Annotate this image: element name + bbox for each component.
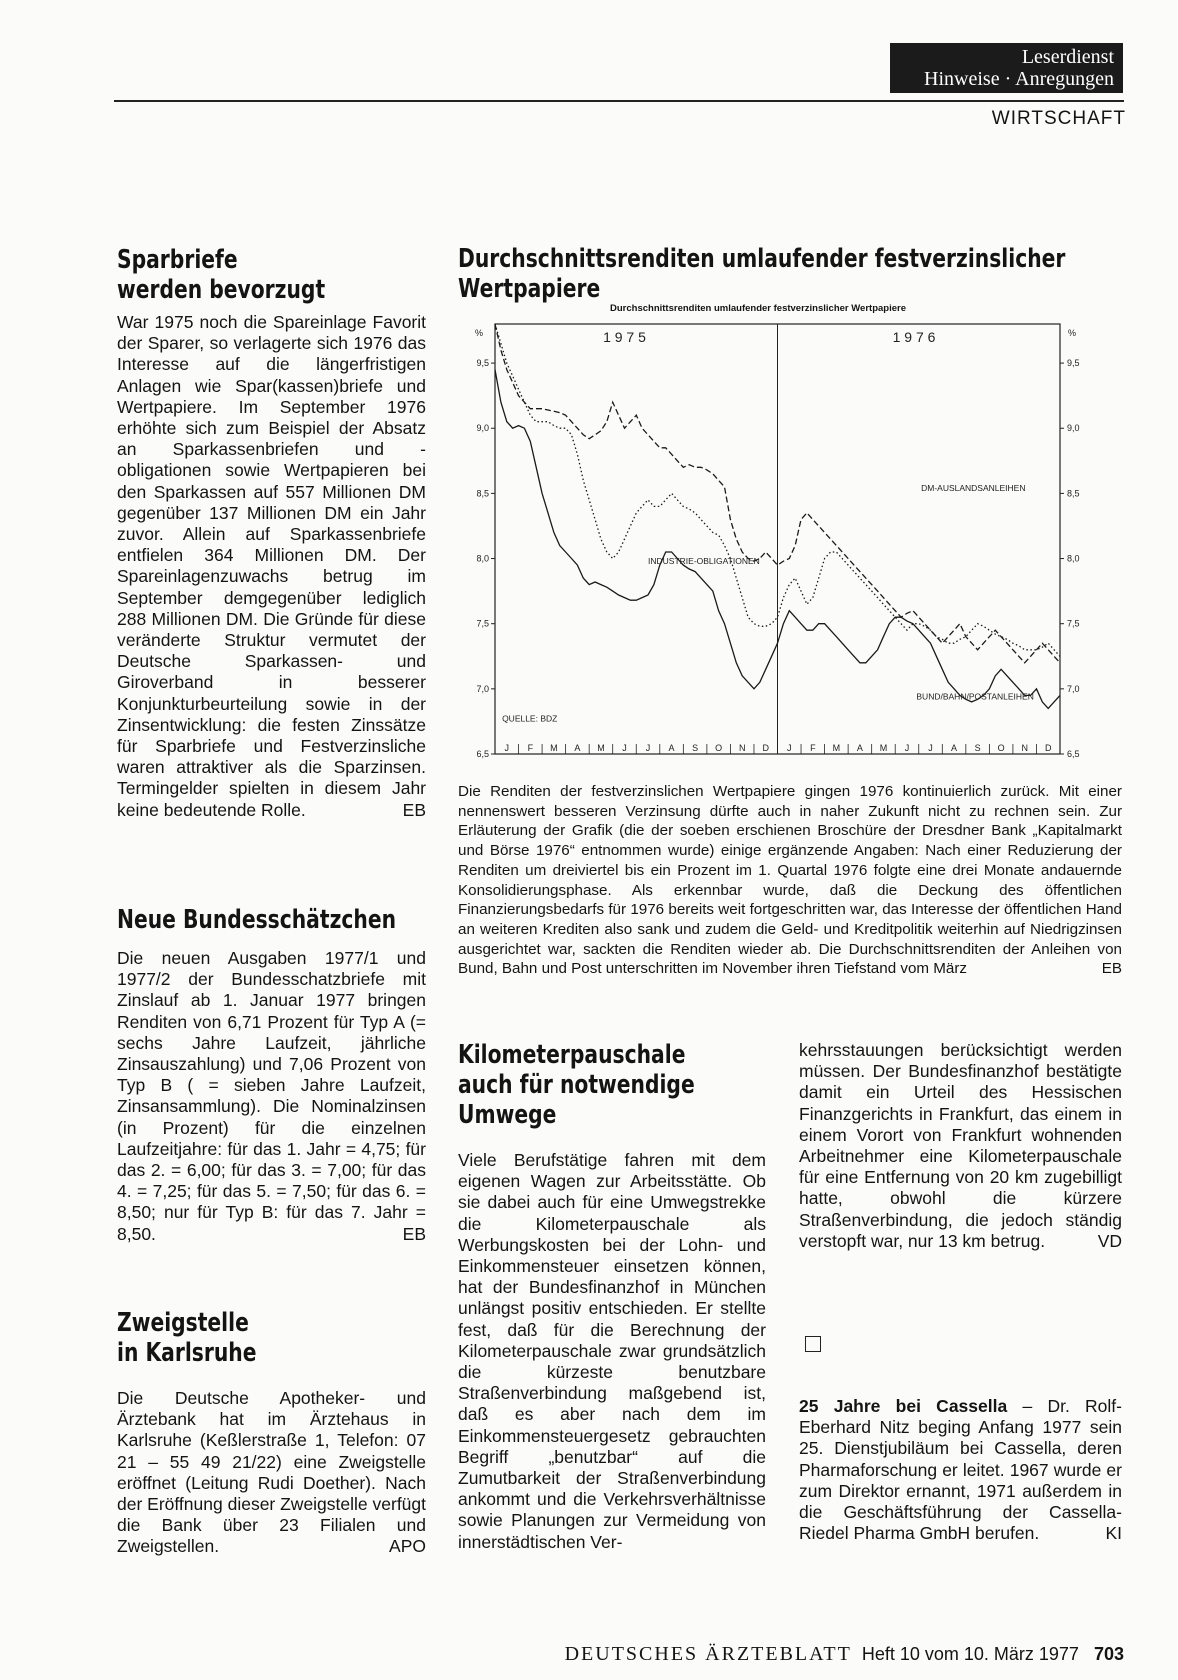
cassella-text: – Dr. Rolf-Eberhard Nitz beging Anfang 1977 sein 25. Dienstjubiläum bei Cassella, deren Pharmaforschung er leitet. 1967 wurde er zum Direktor ernannt, 1971 außerdem in die Geschäftsführung der Cassella-Riedel Pharma GmbH berufen. (799, 1396, 1122, 1544)
cassella-body (799, 1396, 1122, 1544)
y-tick-label-left: 9,0 (476, 423, 489, 434)
month-label: M (597, 743, 605, 753)
month-label: O (715, 743, 723, 753)
header-rule (114, 100, 1124, 102)
zweigstelle-body (117, 1388, 426, 1558)
month-label: J (928, 743, 933, 753)
month-label: D (1044, 743, 1052, 753)
chart-title: Durchschnittsrenditen umlaufender festverzinslicher Wertpapiere (610, 303, 906, 314)
month-label: A (856, 743, 863, 753)
sparbriefe-title (117, 245, 437, 305)
renditen-title (458, 244, 1158, 304)
yield-chart (455, 314, 1125, 764)
y-unit-right: % (1068, 328, 1077, 338)
page-number: 703 (1093, 1644, 1124, 1664)
kilometer-text-col2: kehrsstauungen berücksichtigt werden müssen. Der Bundesfinanzhof bestätigte damit ein Urteil des Hessischen Finanzgerichts in Frankfurt, das einem in einem Vorort von Frankfurt wohnenden Arbeitnehmer eine Kilometerpauschale für eine Entfernung von 20 km zugebilligt hatte, obwohl die kürzere Straßenverbindung, die jedoch ständig verstopft war, nur 13 km betrug. (799, 1040, 1122, 1251)
kilometer-body-col1 (458, 1150, 766, 1553)
kilometer-title-line-3: Umwege (458, 1100, 557, 1130)
issue-info: Heft 10 vom 10. März 1977 (861, 1644, 1079, 1664)
y-unit-left: % (475, 328, 484, 338)
renditen-title-line-1: Durchschnittsrenditen umlaufender festverzinslicher (458, 244, 1066, 274)
y-tick-label-left: 7,0 (476, 683, 489, 694)
month-label: J (645, 743, 651, 753)
zweigstelle-text: Die Deutsche Apotheker- und Ärztebank hat im Ärztehaus in Karlsruhe (Keßlerstraße 1, Telefon: 07 21 – 55 49 21/22) eine Zweigstelle eröffnet (Leitung Rudi Doether). Nach der Eröffnung dieser Zweigstelle verfügt die Bank über 23 Filialen und Zweigstellen. (117, 1388, 427, 1557)
month-label: D (762, 743, 769, 753)
y-tick-label-right: 8,0 (1067, 553, 1080, 564)
year-label-1975: 1 9 7 5 (603, 329, 646, 345)
y-tick-label-left: 8,5 (476, 488, 489, 499)
month-label: S (692, 743, 699, 753)
y-tick-label-right: 9,5 (1067, 358, 1080, 369)
month-label: S (974, 743, 981, 753)
badge-line-1: Leserdienst (1021, 46, 1114, 68)
series-label-2: BUND/BAHN/POSTANLEIHEN (916, 691, 1034, 702)
renditen-signature: EB (1101, 960, 1122, 978)
month-label: J (622, 743, 627, 753)
badge-line-2: Hinweise · Anregungen (924, 68, 1114, 90)
sparbriefe-title-line-1: Sparbriefe (117, 245, 238, 275)
y-tick-label-left: 6,5 (476, 749, 489, 759)
renditen-caption-text: Die Renditen der festverzinslichen Wertpapiere gingen 1976 kontinuierlich zurück. Mit einer nennenswert besseren Verzinsung dürfte auch in naher Zukunft nicht zu rechnen sein. Zur Erläuterung der Grafik (die der soeben erschienen Broschüre der Dresdner Bank „Kapitalmarkt und Börse 1976“ entnommen wurde) einige ergänzende Angaben: Nach einer Reduzierung der Renditen um dreiviertel bis ein Prozent im 1. Quartal 1976 folgte eine drei Monate andauernde Konsolidierungsphase. Als erkennbar wurde, daß die Deckung des öffentlichen Finanzierungsbedarfs für 1976 bereits weit fortgeschritten war, das Interesse der öffentlichen Hand an weiteren Krediten also sank und zudem die Geld- und Kreditpolitik weiterhin auf Niedrigzinsen ausgerichtet war, sackten die Renditen wieder ab. Die Durchschnittsrenditen der Anleihen von Bund, Bahn und Post unterschritten im November ihren Tiefstand vom März (458, 783, 1122, 978)
month-label: J (504, 743, 510, 753)
y-tick-label-left: 7,5 (476, 618, 489, 629)
zweigstelle-title-line-1: Zweigstelle (117, 1308, 249, 1338)
kilometer-body-col2 (799, 1040, 1122, 1252)
month-label: F (810, 743, 816, 753)
y-tick-label-left: 8,0 (476, 553, 489, 564)
y-tick-label-right: 6,5 (1067, 749, 1080, 759)
sparbriefe-signature: EB (402, 799, 426, 820)
zweigstelle-title (117, 1308, 437, 1368)
month-label: J (904, 743, 910, 753)
series-label-0: DM-AUSLANDSANLEIHEN (921, 482, 1026, 493)
bundesschaetzchen-title-line: Neue Bundesschätzchen (117, 905, 397, 935)
y-tick-label-left: 9,5 (476, 358, 489, 369)
kilometer-text-col1: Viele Berufstätige fahren mit dem eigenen Wagen zur Arbeitsstätte. Ob sie dabei auch für eine Umwegstrekke die Kilometerpauschale als Werbungskosten bei der Lohn- und Einkommensteuer einsetzen können, hat der Bundesfinanzhof in München unlängst positiv entschieden. Er stellte fest, daß für die Berechnung der Kilometerpauschale zwar grundsätzlich die kürzeste benutzbare Straßenverbindung maßgebend ist, daß es aber nach dem im Einkommensteuergesetz gebrauchten Begriff „benutzbar“ auf die Zumutbarkeit der Straßenverbindung ankommt und die Verkehrsverhältnisse sowie Planungen zur Vermeidung von innerstädtischen Ver- (458, 1150, 766, 1552)
month-label: A (574, 743, 581, 753)
bundesschaetzchen-text: Die neuen Ausgaben 1977/1 und 1977/2 der Bundesschatzbriefe mit Zinslauf ab 1. Januar 1977 bringen Renditen von 6,71 Prozent für Typ A (= sechs Jahre Laufzeit, jährliche Zinsauszahlung) und 7,06 Prozent von Typ B ( = sieben Jahre Laufzeit, Zinsansammlung). Die Nominalzinsen (in Prozent) für die einzelnen Laufzeitjahre: für das 1. Jahr = 4,75; für das 2. = 6,00; für das 3. = 7,00; für das 4. = 7,25; für das 5. = 7,50; für das 6. = 8,50; nur für Typ B: für das 7. Jahr = 8,50. (117, 948, 426, 1244)
y-tick-label-right: 9,0 (1067, 423, 1080, 434)
renditen-title-line-2: Wertpapiere (458, 274, 601, 304)
year-label-1976: 1 9 7 6 (892, 329, 936, 345)
month-label: M (879, 743, 888, 753)
bundesschaetzchen-title (117, 905, 437, 935)
zweigstelle-signature: APO (389, 1536, 426, 1557)
sparbriefe-text: War 1975 noch die Spareinlage Favorit der Sparer, so verlagerte sich 1976 das Interesse auf die längerfristigen Anlagen wie Spar(kassen)briefe und Wertpapiere. Im September 1976 erhöhte sich zum Beispiel der Absatz an Sparkassenbriefen und -obligationen sowie Wertpapieren bei den Sparkassen auf 557 Millionen DM gegenüber 137 Millionen DM ein Jahr zuvor. Allein auf Sparkassenbriefe entfielen 364 Millionen DM. Der Spareinlagenzuwachs betrug im September demgegenüber lediglich 288 Millionen DM. Die Gründe für diese veränderte Struktur vermutet der Deutsche Sparkassen- und Giroverband in besserer Konjunkturbeurteilung sowie in der Zinsentwicklung: die festen Zinssätze für Sparbriefe und Festverzinsliche waren attraktiver als die Sparzinsen. Termingelder spielten in diesem Jahr keine bedeutende Rolle. (117, 312, 426, 820)
month-label: M (550, 743, 558, 753)
month-label: A (668, 743, 675, 753)
cassella-lead: 25 Jahre bei Cassella (799, 1396, 1008, 1416)
kilometer-title (458, 1040, 758, 1130)
cassella-signature: KI (1105, 1523, 1122, 1544)
month-label: M (832, 743, 841, 753)
page-footer (565, 1643, 1124, 1666)
bundesschaetzchen-body (117, 948, 426, 1245)
month-label: A (951, 743, 958, 753)
month-label: N (738, 743, 746, 753)
chart-source: QUELLE: BDZ (502, 713, 558, 724)
bundesschaetzchen-signature: EB (402, 1223, 426, 1244)
kilometer-signature: VD (1097, 1230, 1122, 1251)
series-label-1: INDUSTRIE-OBLIGATIONEN (648, 555, 760, 566)
y-tick-label-right: 7,0 (1067, 683, 1080, 694)
kilometer-title-line-1: Kilometerpauschale (458, 1040, 686, 1070)
month-label: F (527, 743, 534, 753)
y-tick-label-right: 8,5 (1067, 488, 1080, 499)
sparbriefe-title-line-2: werden bevorzugt (117, 275, 326, 305)
journal-name: DEUTSCHES ÄRZTEBLATT (564, 1643, 852, 1665)
sparbriefe-body (117, 312, 426, 821)
kilometer-title-line-2: auch für notwendige (458, 1070, 695, 1100)
zweigstelle-title-line-2: in Karlsruhe (117, 1338, 257, 1368)
section-label: WIRTSCHAFT (991, 108, 1126, 129)
renditen-caption (458, 782, 1122, 979)
section-badge (890, 43, 1123, 93)
month-label: N (1021, 743, 1028, 753)
month-label: J (787, 743, 792, 753)
y-tick-label-right: 7,5 (1067, 618, 1080, 629)
square-box-icon (805, 1336, 821, 1352)
month-label: O (997, 743, 1005, 753)
